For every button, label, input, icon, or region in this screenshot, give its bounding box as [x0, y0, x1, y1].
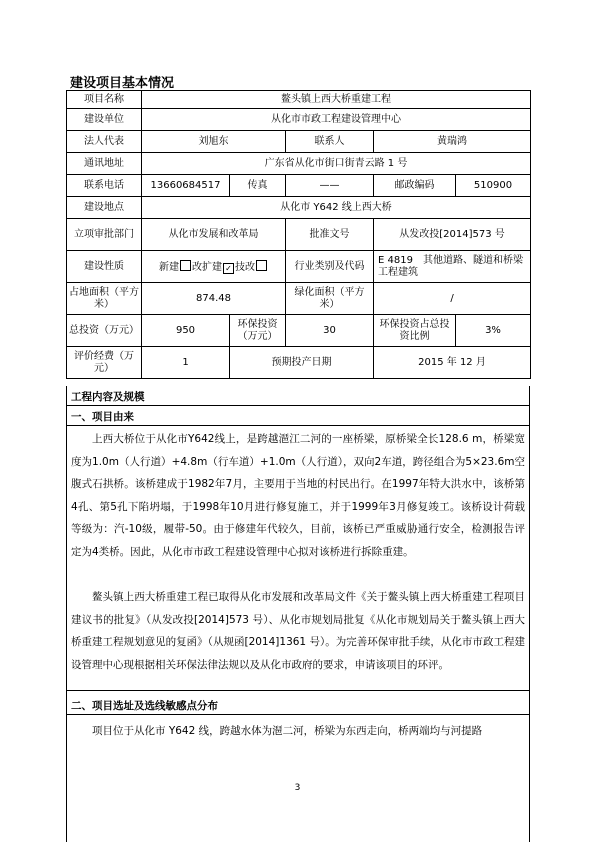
nature-expand-label: 改扩建 [192, 261, 222, 273]
site-label: 建设地点 [67, 197, 142, 219]
contact: 黄瑞鸿 [374, 131, 531, 153]
approval-dept-label: 立项审批部门 [67, 219, 142, 251]
industry-label: 行业类别及代码 [286, 251, 374, 283]
phone: 13660684517 [142, 175, 230, 197]
section2-separator [67, 690, 529, 691]
postcode-label: 邮政编码 [374, 175, 456, 197]
nature-new-checkbox [180, 260, 191, 271]
paragraph-origin: 上西大桥位于从化市Y642线上，是跨越潖江二河的一座桥梁，原桥梁全长128.6 m，桥梁宽度为1.0m（人行道）+4.8m（行车道）+1.0m（人行道），双向2车道，跨径组合为5×23.6m空腹式石拱桥。该桥建成于1982年7月，主要用于当地的村民出行。在1997年特大洪水中，该桥第4孔、第5孔下陷坍塌，于1998年10月进行修复施工，并于1999年3月修复竣工。该桥设计荷载等级为：汽-10级，履带-50。由于修建年代较久，目前，该桥已严重威胁通行安全，检测报告评定为4类桥。因此，从化市市政工程建设管理中心拟对该桥进行拆除重建。 [71, 433, 525, 558]
paragraph-approval: 鳌头镇上西大桥重建工程已取得从化市发展和改革局文件《关于鳌头镇上西大桥重建工程项目建议书的批复》（从发改投[2014]573 号）、从化市规划局批复《从化市规划局关于鳌头镇上西大桥重建工程规划意见的复函》（从规函[2014]1361 号）。为完善环保审批手续，从化市市政工程建设管理中心现根据相关环保法律法规以及从化市政府的要求，申请该项目的环评。 [71, 591, 525, 671]
eval-fee: 1 [142, 347, 230, 379]
env-ratio: 3% [456, 315, 531, 347]
basic-info-table [66, 90, 531, 379]
env-ratio-label: 环保投资占总投资比例 [374, 315, 456, 347]
section1-title: 一、项目由来 [71, 411, 134, 423]
page-number: 3 [294, 783, 301, 793]
builder-label: 建设单位 [67, 109, 142, 131]
invest-label: 总投资（万元） [67, 315, 142, 347]
nature-expand-checkbox: ✓ [223, 263, 234, 274]
builder: 从化市市政工程建设管理中心 [142, 109, 531, 131]
nature-options [142, 251, 286, 283]
address: 广东省从化市街口街青云路 1 号 [142, 153, 531, 175]
prod-date-label: 预期投产日期 [230, 347, 374, 379]
approval-dept: 从化市发展和改革局 [142, 219, 286, 251]
approval-no-label: 批准文号 [286, 219, 374, 251]
approval-no: 从发改投[2014]573 号 [374, 219, 531, 251]
postcode: 510900 [456, 175, 531, 197]
section2-underline [67, 714, 529, 715]
fax: —— [286, 175, 374, 197]
eval-fee-label: 评价经费（万元） [67, 347, 142, 379]
section2-title: 二、项目选址及选线敏感点分布 [71, 700, 218, 712]
invest: 950 [142, 315, 230, 347]
content-section [66, 386, 530, 842]
nature-tech-label: 技改 [235, 261, 255, 273]
contact-label: 联系人 [286, 131, 374, 153]
env-invest: 30 [286, 315, 374, 347]
area-label: 占地面积（平方米） [67, 283, 142, 315]
industry: E 4819 其他道路、隧道和桥梁工程建筑 [374, 251, 531, 283]
env-invest-label: 环保投资（万元） [230, 315, 286, 347]
legal-rep: 刘旭东 [142, 131, 286, 153]
green-label: 绿化面积（平方米） [286, 283, 374, 315]
nature-label: 建设性质 [67, 251, 142, 283]
address-label: 通讯地址 [67, 153, 142, 175]
content-title: 工程内容及规模 [71, 391, 145, 403]
content-title-row [67, 386, 529, 406]
green: / [374, 283, 531, 315]
project-name-label: 项目名称 [67, 91, 142, 109]
prod-date: 2015 年 12 月 [374, 347, 531, 379]
paragraph-location: 项目位于从化市 Y642 线，跨越水体为潖二河，桥梁为东西走向，桥两端均与河提路 [92, 725, 483, 737]
area: 874.48 [142, 283, 286, 315]
section1-title-row [67, 406, 529, 426]
project-name: 鳌头镇上西大桥重建工程 [142, 91, 531, 109]
nature-tech-checkbox [256, 260, 267, 271]
fax-label: 传真 [230, 175, 286, 197]
section-heading: 建设项目基本情况 [70, 76, 175, 91]
legal-rep-label: 法人代表 [67, 131, 142, 153]
phone-label: 联系电话 [67, 175, 142, 197]
nature-new-label: 新建 [159, 261, 179, 273]
site: 从化市 Y642 线上西大桥 [142, 197, 531, 219]
